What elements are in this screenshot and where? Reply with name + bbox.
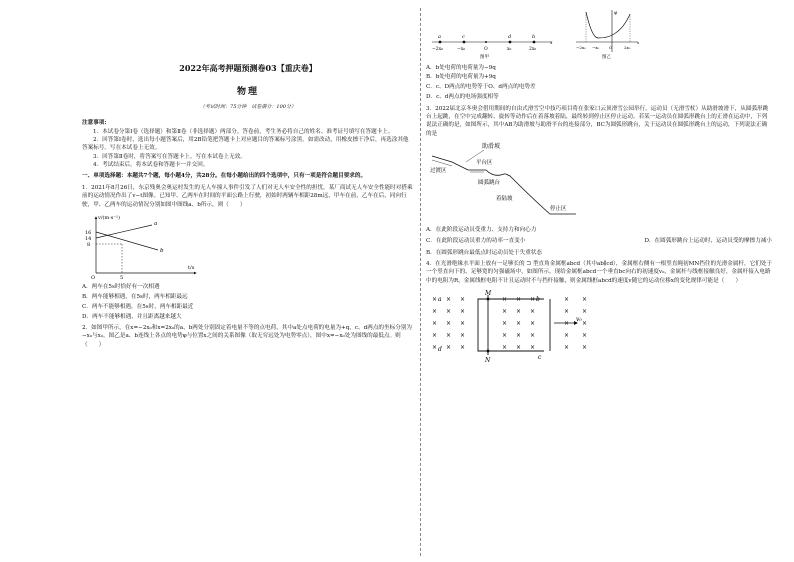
note-item: 2．回答第Ⅰ卷时，选出每小题答案后，用2B铅笔把答题卡上对应题目的答案标号涂黑。如需改动，用橡皮擦干净后，再选涂其他答案标号。写在本试卷上无效。 — [82, 137, 409, 152]
q2-fig2-phi: φ — [614, 11, 618, 16]
q1-ylabel: v/(m·s⁻¹) — [98, 215, 120, 222]
q2-fig2-tick-x: x — [637, 40, 640, 45]
note-item: 3．回答第Ⅱ卷时，将答案写在答题卡上。写在本试卷上无效。 — [93, 153, 246, 160]
field-cross-icon: × — [502, 344, 508, 352]
field-cross-icon: × — [582, 332, 588, 340]
q1-line-b — [96, 232, 158, 250]
field-cross-icon: × — [502, 320, 508, 328]
q4-label-c: c — [538, 354, 542, 362]
q1-vt-graph-svg — [82, 211, 202, 281]
section-one-heading: 一、单项选择题：本题共7个题，每小题4分，共28分。在每小题给出的四个选项中，只有一项是符合题目要求的。 — [82, 172, 367, 179]
q4-label-d: d — [438, 346, 442, 354]
q4-label-a: a — [438, 296, 442, 304]
q1-line-a — [96, 225, 152, 238]
q3-ski-figure-svg — [426, 140, 586, 224]
q4-magnetic-figure — [426, 289, 596, 363]
q3-label-landing: 着陆坡 — [496, 196, 513, 203]
field-cross-icon: × — [564, 320, 570, 328]
field-cross-icon: × — [446, 308, 452, 316]
field-cross-icon: × — [516, 308, 522, 316]
field-cross-icon: × — [516, 320, 522, 328]
field-cross-icon: × — [446, 344, 452, 352]
q3-label-stop: 停止区 — [550, 206, 567, 213]
q3-option-d: D．在圆弧形跳台上运动时，运动员受的摩擦力减小 — [644, 238, 772, 245]
q3-option-b: B．在圆弧形跳台最低点时运动员处于失重状态 — [426, 249, 542, 256]
q2-point-c — [463, 41, 466, 44]
left-column — [82, 60, 414, 349]
q3-label-arc: 圆弧跳台 — [478, 180, 501, 187]
q2-point-b — [533, 41, 536, 44]
field-cross-icon: × — [530, 332, 536, 340]
q1-vt-graph — [82, 211, 202, 281]
q2-point-a — [439, 41, 442, 44]
field-cross-icon: × — [446, 320, 452, 328]
q2-tick-x0: x₀ — [507, 47, 512, 52]
q1-stem: 1．2021年8月26日，东京残奥会奥运村发生的无人车撞人事件引发了人们对无人车安全性的担忧。某厂商试无人车安全性能时对搭乘前的运动情况作出了v−t图像。已知甲、乙两车在时间的平面公路上行驶，初始时两辆车相距28m远，甲车在前，乙车在后，同向行驶，甲、乙两车的运动情况分别如图中图线a、b所示，则（ ） — [82, 185, 413, 208]
q1-ytick-14: 14 — [85, 236, 92, 243]
field-cross-icon: × — [564, 344, 570, 352]
q1-ytick-8: 8 — [87, 242, 91, 249]
q2-fig2-curve — [586, 12, 630, 38]
q2-caption-2: 图乙 — [602, 55, 611, 60]
q1-option-a: A．两车在5s时恰好有一次相遇 — [82, 283, 160, 290]
exam-subject: 物理 — [236, 87, 259, 98]
q2-stem: 2．如图甲所示，在x=−2x₀和x=2x₀的a、b两处分别固定着电量不等的点电荷，其中a处点电荷的电量为+q，c、d两点的坐标分别为−x₀与x₀。图乙是a、b连线上各点的电势φ与位置x之间的关系图像（取无穷远处为电势零点），图中x=−x₀处为图线的最低点。则（ ） — [82, 324, 412, 348]
note-item: 4．考试结束后，将本试卷和答题卡一并交回。 — [93, 162, 209, 169]
q4-label-n: N — [485, 357, 491, 364]
field-cross-icon: × — [516, 344, 522, 352]
field-cross-icon: × — [460, 308, 466, 316]
q3-option-a: A．在此阶段运动员受重力、支持力和向心力 — [426, 226, 537, 233]
field-cross-icon: × — [432, 320, 438, 328]
q2-tick-2x0: 2x₀ — [529, 47, 537, 52]
q1-xtick-5: 5 — [120, 275, 124, 282]
q4-stem: 4．在光滑绝缘水平面上放有一足够长的 ⊐ 型直角金属框abcd（其中ab∥cd），金属框右侧有一根竖直绳初MN挡住的光滑金属杆，它们处于一个竖直向下的、足够宽的匀强磁场中，如图所示。现给金属框abcd一个垂直bc向右的初速度v₀，金属杆与线框接触良好，金属杆接入电路中的电阻为R，金属线框电阻不计且运动时不与挡杆接触，则金属线框abcd的速度v随它的运动位移x的变化规律可能是（ ） — [426, 260, 772, 284]
q1-option-d: D．两车不能够相遇，并且距离越来越大 — [82, 313, 182, 320]
q2-option-d: D．c、d两点的电场强度相等 — [426, 94, 499, 101]
q2-figures-svg — [426, 8, 772, 62]
field-cross-icon: × — [530, 296, 536, 304]
field-cross-icon: × — [564, 308, 570, 316]
q2-caption-1: 图甲 — [480, 55, 489, 60]
q1-label-b: b — [160, 248, 164, 255]
field-cross-icon: × — [530, 320, 536, 328]
exam-title: 2022年高考押题预测卷03【重庆卷】 — [179, 63, 317, 73]
notes-heading: 注意事项: — [82, 120, 107, 127]
q4-point-m — [487, 298, 490, 301]
q2-tick-o: O — [484, 47, 488, 52]
q2-figures — [426, 8, 772, 62]
field-cross-icon: × — [446, 296, 452, 304]
q2-label-c: c — [462, 34, 465, 40]
q4-magnetic-figure-svg — [426, 289, 596, 363]
q3-ski-figure — [426, 140, 586, 224]
field-cross-icon: × — [516, 332, 522, 340]
q2-tick-x: x — [550, 41, 553, 46]
q2-label-a: a — [438, 34, 441, 40]
q3-option-c: C．在此阶段运动员重力的功率一直变小 — [426, 238, 526, 245]
field-cross-icon: × — [446, 332, 452, 340]
q3-options-row — [426, 236, 772, 247]
field-cross-icon: × — [582, 320, 588, 328]
q1-origin: O — [91, 275, 96, 282]
field-cross-icon: × — [564, 332, 570, 340]
q4-point-n — [487, 350, 490, 353]
q3-label-transition: 过渡区 — [430, 168, 447, 175]
field-cross-icon: × — [502, 332, 508, 340]
q1-label-a: a — [154, 221, 158, 228]
field-cross-icon: × — [582, 296, 588, 304]
q4-field-crosses — [432, 296, 588, 354]
q3-stem: 3．2022届北京冬奥会借用期间的自由式滑雪空中技巧项目将在张家口云顶滑雪公园举行。运动员（无滑雪杖）从助滑坡滑下，从圆弧形跳台上起跳，在空中完成翻转、旋转等动作后在着落坡着陆，最终转到停止区停止运动。若某一运动员在圆弧形跳台上的正滑在运动中，下列说法正确的是，如图所示，其中AB为助滑坡与助滑平台的连接部分，BC为圆弧形跳台，关于运动员在圆弧形跳台上的运动，下列说法正确的是 — [426, 105, 769, 137]
q2-option-b: B．b处电荷的电荷量为+9q — [426, 74, 496, 81]
field-cross-icon: × — [502, 308, 508, 316]
q2-option-a: A．b处电荷的电荷量为−9q — [426, 64, 496, 71]
q2-point-o — [485, 41, 487, 43]
q3-label-runup: 助滑坡 — [482, 143, 501, 151]
q3-label-platform: 平台区 — [476, 160, 493, 167]
q1-xlabel: t/s — [188, 265, 195, 272]
field-cross-icon: × — [582, 344, 588, 352]
field-cross-icon: × — [460, 320, 466, 328]
field-cross-icon: × — [530, 308, 536, 316]
q2-label-d: d — [508, 34, 512, 40]
q4-label-m: M — [485, 290, 492, 298]
q2-fig2-tick-2x0: 2x₀ — [624, 45, 631, 50]
field-cross-icon: × — [432, 296, 438, 304]
q2-label-b: b — [532, 34, 536, 40]
field-cross-icon: × — [432, 344, 438, 352]
field-cross-icon: × — [432, 308, 438, 316]
field-cross-icon: × — [460, 296, 466, 304]
right-column — [426, 11, 772, 364]
field-cross-icon: × — [582, 308, 588, 316]
note-item: 1．本试卷分第Ⅰ卷（选择题）和第Ⅱ卷（非选择题）两部分。答卷前，考生务必将自己的姓名、准考证号填写在答题卡上。 — [93, 128, 394, 135]
q2-fig2-tick-mx0: −x₀ — [592, 45, 600, 50]
q2-tick-m2x0: −2x₀ — [432, 47, 443, 52]
field-cross-icon: × — [516, 296, 522, 304]
field-cross-icon: × — [432, 332, 438, 340]
q1-option-b: B．两车能够相遇，在5s时，两车相距最远 — [82, 293, 188, 300]
exam-meta: （考试时间：75分钟 试卷满分：100分） — [200, 103, 296, 110]
q1-option-c: C．两车不能够相遇，在5s时，两车相距最近 — [82, 303, 194, 310]
q1-ytick-16: 16 — [85, 230, 92, 237]
q4-label-v0: v₀ — [576, 316, 582, 324]
field-cross-icon: × — [460, 332, 466, 340]
q2-tick-mx0: −x₀ — [457, 47, 466, 52]
field-cross-icon: × — [530, 344, 536, 352]
q2-fig2-tick-m2x0: −2x₀ — [576, 45, 586, 50]
field-cross-icon: × — [460, 344, 466, 352]
q2-fig2-tick-o: O — [609, 45, 613, 50]
field-cross-icon: × — [564, 296, 570, 304]
q2-point-d — [509, 41, 512, 44]
q4-label-b: b — [536, 296, 540, 304]
field-cross-icon: × — [502, 296, 508, 304]
column-divider — [420, 8, 421, 556]
q2-option-c: C．c、D两点的电势等于O、d两点的电势差 — [426, 84, 536, 91]
